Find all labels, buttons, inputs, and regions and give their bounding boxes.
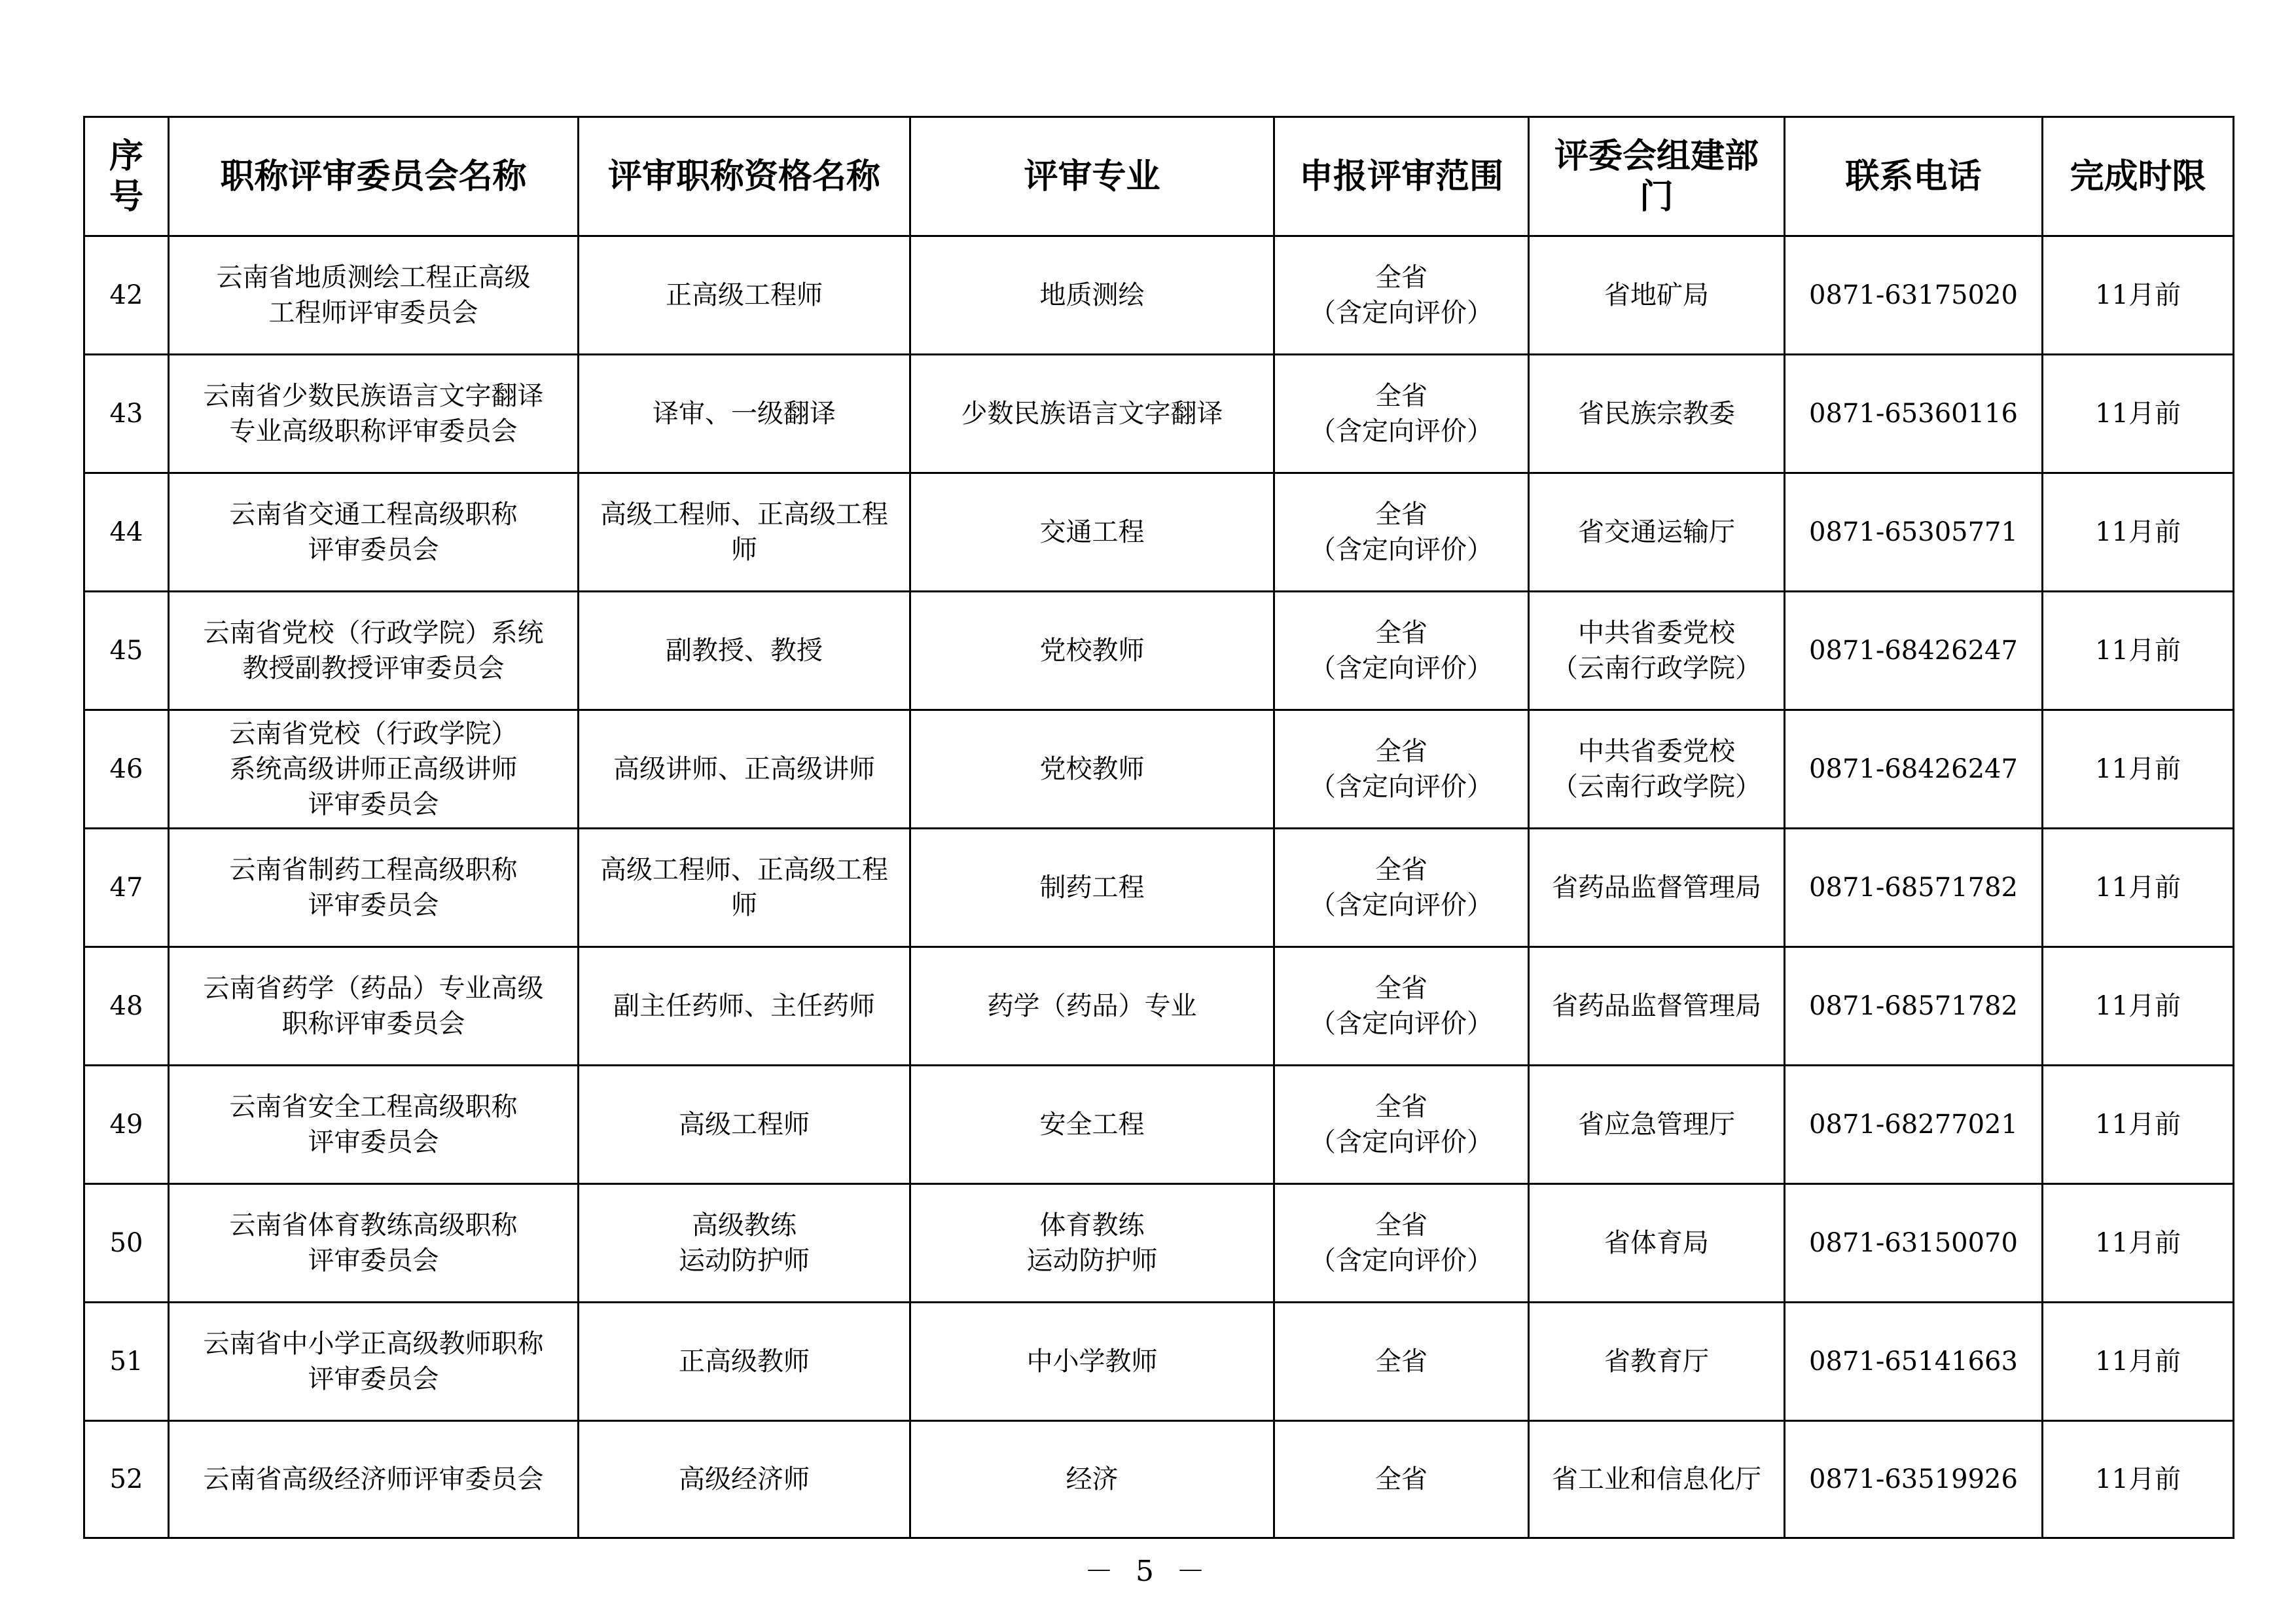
cell-scope-line: （含定向评价） (1310, 298, 1493, 328)
cell-scope-line: （含定向评价） (1310, 1246, 1493, 1276)
cell-major (910, 236, 1274, 355)
cell-dept (1529, 236, 1785, 355)
cell-dept (1529, 710, 1785, 829)
cell-major-line: 地质测绘 (1039, 280, 1145, 310)
cell-seq: 49 (84, 1066, 169, 1184)
cell-major-line: 体育教练 (1039, 1210, 1145, 1240)
cell-title-line: 副主任药师、主任药师 (613, 991, 875, 1021)
table-row (84, 1303, 2234, 1421)
header-title: 评审职称资格名称 (579, 117, 910, 236)
cell-dept (1529, 473, 1785, 592)
cell-seq: 46 (84, 710, 169, 829)
cell-scope (1274, 1421, 1529, 1538)
cell-deadline: 11月前 (2043, 1184, 2234, 1303)
cell-committee-line: 云南省安全工程高级职称 (229, 1092, 518, 1122)
cell-scope-line: （含定向评价） (1310, 772, 1493, 802)
cell-title (579, 1184, 910, 1303)
cell-committee-line: 职称评审委员会 (281, 1009, 465, 1039)
cell-seq: 52 (84, 1421, 169, 1538)
cell-committee (169, 1066, 579, 1184)
cell-scope (1274, 236, 1529, 355)
cell-dept (1529, 947, 1785, 1066)
cell-major-line: 交通工程 (1039, 517, 1145, 547)
cell-seq: 45 (84, 592, 169, 710)
table-row (84, 710, 2234, 829)
cell-committee-line: 云南省体育教练高级职称 (229, 1210, 518, 1240)
cell-phone: 0871-65141663 (1785, 1303, 2043, 1421)
cell-committee-line: 评审委员会 (308, 1127, 439, 1157)
cell-seq: 42 (84, 236, 169, 355)
cell-major (910, 592, 1274, 710)
cell-major-line: 经济 (1066, 1464, 1119, 1494)
cell-dept-line: 省工业和信息化厅 (1552, 1464, 1761, 1494)
cell-committee (169, 1184, 579, 1303)
cell-title (579, 473, 910, 592)
cell-major-line: 少数民族语言文字翻译 (961, 399, 1223, 429)
cell-title-line: 正高级工程师 (666, 280, 823, 310)
cell-phone: 0871-63175020 (1785, 236, 2043, 355)
header-dept: 评委会组建部 门 (1529, 117, 1785, 236)
cell-scope-line: （含定向评价） (1310, 653, 1493, 683)
cell-title (579, 1066, 910, 1184)
cell-deadline: 11月前 (2043, 355, 2234, 473)
cell-scope (1274, 355, 1529, 473)
cell-major-line: 药学（药品）专业 (987, 991, 1197, 1021)
cell-phone: 0871-68426247 (1785, 710, 2043, 829)
cell-committee (169, 473, 579, 592)
cell-title-line: 高级经济师 (679, 1464, 810, 1494)
cell-title-line: 高级讲师、正高级讲师 (613, 754, 875, 784)
cell-scope (1274, 473, 1529, 592)
cell-dept (1529, 1184, 1785, 1303)
cell-committee-line: 云南省交通工程高级职称 (229, 499, 518, 530)
cell-major (910, 355, 1274, 473)
cell-dept (1529, 1421, 1785, 1538)
cell-deadline: 11月前 (2043, 829, 2234, 947)
cell-title (579, 592, 910, 710)
cell-scope-line: 全省 (1375, 262, 1427, 293)
cell-phone: 0871-63519926 (1785, 1421, 2043, 1538)
cell-dept-line: 中共省委党校 (1578, 618, 1735, 648)
cell-major-line: 制药工程 (1039, 873, 1145, 903)
cell-title (579, 236, 910, 355)
cell-title-line: 正高级教师 (679, 1346, 810, 1377)
cell-committee-line: 工程师评审委员会 (268, 298, 478, 328)
cell-scope (1274, 1184, 1529, 1303)
cell-committee (169, 947, 579, 1066)
cell-title (579, 1421, 910, 1538)
cell-scope-line: 全省 (1375, 1346, 1427, 1377)
cell-scope (1274, 829, 1529, 947)
cell-dept-line: 省教育厅 (1604, 1346, 1709, 1377)
header-deadline: 完成时限 (2043, 117, 2234, 236)
cell-seq: 48 (84, 947, 169, 1066)
cell-title (579, 710, 910, 829)
cell-committee-line: 专业高级职称评审委员会 (229, 416, 518, 446)
cell-committee (169, 236, 579, 355)
cell-committee-line: 评审委员会 (308, 535, 439, 565)
table-row (84, 1184, 2234, 1303)
table-row (84, 829, 2234, 947)
table-row (84, 236, 2234, 355)
cell-title (579, 1303, 910, 1421)
cell-scope-line: 全省 (1375, 499, 1427, 530)
cell-major (910, 710, 1274, 829)
cell-phone: 0871-68426247 (1785, 592, 2043, 710)
table-row (84, 592, 2234, 710)
cell-phone: 0871-63150070 (1785, 1184, 2043, 1303)
cell-committee-line: 云南省党校（行政学院） (229, 719, 518, 749)
cell-committee-line: 云南省少数民族语言文字翻译 (203, 381, 544, 411)
cell-scope-line: 全省 (1375, 1210, 1427, 1240)
cell-committee (169, 355, 579, 473)
cell-title (579, 355, 910, 473)
cell-deadline: 11月前 (2043, 947, 2234, 1066)
cell-dept-line: （云南行政学院） (1552, 772, 1761, 802)
cell-major-line: 党校教师 (1039, 754, 1145, 784)
table-row (84, 1421, 2234, 1538)
cell-deadline: 11月前 (2043, 1303, 2234, 1421)
cell-phone: 0871-65305771 (1785, 473, 2043, 592)
cell-dept-line: （云南行政学院） (1552, 653, 1761, 683)
cell-deadline: 11月前 (2043, 1066, 2234, 1184)
cell-scope-line: （含定向评价） (1310, 416, 1493, 446)
cell-committee-line: 云南省高级经济师评审委员会 (203, 1464, 544, 1494)
cell-dept-line: 省体育局 (1604, 1228, 1709, 1258)
cell-seq: 51 (84, 1303, 169, 1421)
cell-committee-line: 云南省党校（行政学院）系统 (203, 618, 544, 648)
cell-committee (169, 710, 579, 829)
cell-scope (1274, 592, 1529, 710)
cell-committee (169, 592, 579, 710)
cell-phone: 0871-65360116 (1785, 355, 2043, 473)
header-major: 评审专业 (910, 117, 1274, 236)
table-row (84, 1066, 2234, 1184)
cell-dept (1529, 592, 1785, 710)
cell-committee-line: 评审委员会 (308, 890, 439, 920)
cell-dept-line: 省药品监督管理局 (1552, 873, 1761, 903)
cell-scope (1274, 710, 1529, 829)
cell-scope-line: （含定向评价） (1310, 535, 1493, 565)
cell-title (579, 947, 910, 1066)
cell-scope (1274, 1303, 1529, 1421)
cell-deadline: 11月前 (2043, 236, 2234, 355)
cell-committee-line: 评审委员会 (308, 789, 439, 820)
table-body (84, 236, 2234, 1538)
table-row (84, 473, 2234, 592)
table-row (84, 947, 2234, 1066)
cell-scope-line: 全省 (1375, 1092, 1427, 1122)
cell-seq: 43 (84, 355, 169, 473)
cell-deadline: 11月前 (2043, 592, 2234, 710)
cell-dept-line: 省交通运输厅 (1578, 517, 1735, 547)
cell-dept (1529, 355, 1785, 473)
cell-major (910, 829, 1274, 947)
cell-scope-line: 全省 (1375, 1464, 1427, 1494)
cell-committee-line: 系统高级讲师正高级讲师 (229, 754, 518, 784)
cell-scope-line: 全省 (1375, 855, 1427, 885)
cell-title-line: 师 (731, 535, 757, 565)
cell-title-line: 高级工程师、正高级工程 (600, 499, 888, 530)
cell-committee-line: 云南省中小学正高级教师职称 (203, 1329, 544, 1359)
cell-scope-line: 全省 (1375, 973, 1427, 1003)
cell-major-line: 运动防护师 (1026, 1246, 1158, 1276)
cell-committee-line: 云南省制药工程高级职称 (229, 855, 518, 885)
cell-committee (169, 1421, 579, 1538)
cell-major-line: 安全工程 (1039, 1110, 1145, 1140)
cell-seq: 47 (84, 829, 169, 947)
cell-major (910, 1303, 1274, 1421)
cell-scope-line: 全省 (1375, 618, 1427, 648)
cell-committee-line: 评审委员会 (308, 1364, 439, 1394)
page-number: － 5 － (1085, 1555, 1211, 1588)
header-row (84, 117, 2234, 236)
cell-committee-line: 评审委员会 (308, 1246, 439, 1276)
cell-scope-line: 全省 (1375, 381, 1427, 411)
table-row (84, 355, 2234, 473)
cell-title-line: 师 (731, 890, 757, 920)
cell-scope-line: （含定向评价） (1310, 1127, 1493, 1157)
cell-major (910, 947, 1274, 1066)
cell-deadline: 11月前 (2043, 473, 2234, 592)
cell-title (579, 829, 910, 947)
header-phone: 联系电话 (1785, 117, 2043, 236)
cell-phone: 0871-68571782 (1785, 947, 2043, 1066)
cell-committee-line: 云南省药学（药品）专业高级 (203, 973, 544, 1003)
cell-scope (1274, 947, 1529, 1066)
cell-title-line: 高级教练 (692, 1210, 797, 1240)
header-scope: 申报评审范围 (1274, 117, 1529, 236)
cell-scope-line: （含定向评价） (1310, 1009, 1493, 1039)
cell-deadline: 11月前 (2043, 710, 2234, 829)
review-committee-table (83, 116, 2234, 1539)
cell-committee (169, 829, 579, 947)
cell-dept (1529, 1303, 1785, 1421)
cell-title-line: 高级工程师、正高级工程 (600, 855, 888, 885)
cell-phone: 0871-68277021 (1785, 1066, 2043, 1184)
cell-major-line: 中小学教师 (1026, 1346, 1158, 1377)
cell-major-line: 党校教师 (1039, 636, 1145, 666)
cell-title-line: 译审、一级翻译 (653, 399, 836, 429)
cell-major (910, 1421, 1274, 1538)
cell-dept-line: 省应急管理厅 (1578, 1110, 1735, 1140)
cell-seq: 44 (84, 473, 169, 592)
header-seq: 序 号 (84, 117, 169, 236)
cell-scope-line: 全省 (1375, 736, 1427, 767)
cell-title-line: 副教授、教授 (666, 636, 823, 666)
cell-committee (169, 1303, 579, 1421)
cell-major (910, 1184, 1274, 1303)
cell-dept (1529, 829, 1785, 947)
cell-major (910, 473, 1274, 592)
cell-dept-line: 省药品监督管理局 (1552, 991, 1761, 1021)
cell-title-line: 运动防护师 (679, 1246, 810, 1276)
cell-deadline: 11月前 (2043, 1421, 2234, 1538)
cell-phone: 0871-68571782 (1785, 829, 2043, 947)
cell-title-line: 高级工程师 (679, 1110, 810, 1140)
cell-scope (1274, 1066, 1529, 1184)
cell-dept-line: 省地矿局 (1604, 280, 1709, 310)
cell-seq: 50 (84, 1184, 169, 1303)
cell-committee-line: 教授副教授评审委员会 (242, 653, 505, 683)
cell-dept-line: 省民族宗教委 (1578, 399, 1735, 429)
cell-major (910, 1066, 1274, 1184)
cell-dept-line: 中共省委党校 (1578, 736, 1735, 767)
cell-scope-line: （含定向评价） (1310, 890, 1493, 920)
cell-dept (1529, 1066, 1785, 1184)
header-committee: 职称评审委员会名称 (169, 117, 579, 236)
cell-committee-line: 云南省地质测绘工程正高级 (216, 262, 531, 293)
